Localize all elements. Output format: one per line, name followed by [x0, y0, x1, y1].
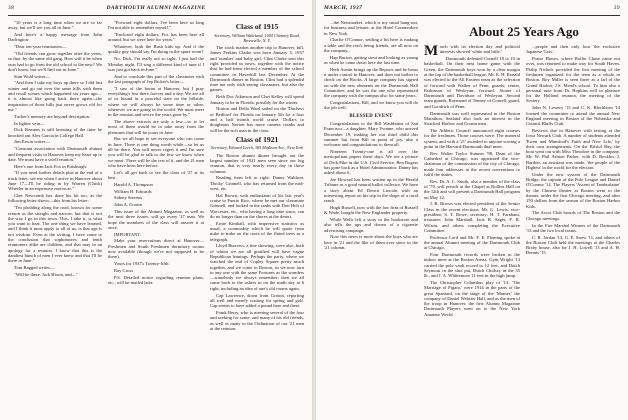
article-title: About 25 Years Ago — [469, 24, 579, 39]
right-page-header — [324, 5, 620, 15]
body-paragraph: Whatever, both the Bush kids up. And if the quality guy should say I'm doing in the spare room? — [108, 44, 204, 55]
body-paragraph: "Dear ten-year-reunioners— — [14, 44, 67, 50]
magazine-title: DARTMOUTH ALUMNI MAGAZINE — [106, 5, 206, 11]
body-paragraph: "Will be there, Jack Hixon, and—" — [14, 271, 79, 277]
left-page-number: 38 — [8, 5, 15, 11]
body-paragraph: C. R. Jordan '13, G. E. Snow '11, and others of the Boston Club held the meetings at the Charles Bixby house, also for J. H. Lowell '13 and A. H. Dennis '15. — [526, 234, 620, 256]
body-paragraph: Dartmouth defeated Cornell 18 to 10 in basketball. On their next home game with the Green, the Dartmouth boys won by a clear margin at the top of the basketball league. Mr. E. H. Ronald was elected to the All Eastern team as the selection of forward with Walker of Penn, guards; center, Parkinson of Wesleyan; forward, Stoner of Dartmouth and Davidson of Wesleyan. Second team guards, Raymond of Tenney of Cornell, guard, and Goodrich of Penn. — [424, 56, 520, 109]
body-paragraph: The Boston alumni dinner brought out the largest number of 1921 men seen since our big reunion, that is very nearly every day in those columns. — [210, 152, 304, 174]
body-paragraph: Praise Hawes, where Rollin Chase came out over, was returned to make way for South Haven. Philip Nichols provided the first meeting of the freshmen organized for the term as a whole in Boston. Roy Miller is seen there as a lad of the Grand Harbor, J.S. Mead's school. To him also a personal note from Dr. Hopkins will in pleasure for the Holland reunion, the meeting of the Society. — [526, 56, 620, 104]
body-paragraph: J. R. Brown was elected president of the Senior Class in the recent elections. Mr. G. Lewis, vice-president; S. T. Rowe, secretary; H. T. Farnham, treasurer; John Marshall, Jack B. Sager, F. R. Wilson, and others completing the Executive Committee. — [424, 201, 520, 233]
body-paragraph: Jim Erwin writes— — [14, 139, 50, 145]
body-paragraph: P.S. Detailed notice regarding reunion plans, etc., will be mailed later. — [108, 274, 204, 286]
body-paragraph: Both Doc Atkinson and Chet Kelley will spend January to be in Florida, possibly for the winter. — [210, 94, 304, 105]
drop-cap-rest: arch with its election day and political interests showed 'white and little.' — [439, 44, 520, 55]
body-paragraph: John A. Cronin — [114, 202, 142, 208]
body-paragraph: This issue of the Alumni Magazine, as well as the next three issues, will go every '27 man. We hope the members of the class will answer it at once. — [108, 209, 204, 230]
body-paragraph: Herb Austin brings up the Reports and he hears it under control in Hanover, and does not bother to check on the Rooks. A large company has signed on with the new elements on the Dartmouth Hall Committee, and he was the one who represented the company with the campus also for some years. — [324, 66, 418, 99]
body-paragraph: Tucker's memory are beyond description. — [14, 113, 91, 119]
body-paragraph: Now this news is more about the boys who are here in '21 and the like of them ever since in the '21 column. — [324, 234, 418, 251]
body-paragraph: "10 years is a long time when we are so far away, but we'll see you all in June." — [8, 20, 102, 31]
left-page — [0, 0, 312, 420]
body-paragraph: "And then I take my boys up there so I did last winter and go out over the same hills with them and recall scenes which happened six years ago—it is almost like going back there again—the inspiration of those hills just never grows old for me." — [8, 80, 102, 112]
right-page-number: 39 — [613, 5, 620, 11]
body-paragraph: Joe Howard has been written up in the Herald Tribune as a good natural ballot collector. We have a story about Ed Dewitt Lincoln with an interesting report on his trip in the shape of a rural ranch. — [324, 177, 418, 204]
body-paragraph: Dartmouth was well represented in the Boston Marathon, Sealand also took an interest in the Stratford Harlow and Cronin men. — [424, 110, 520, 127]
body-paragraph — [424, 44, 520, 59]
class-secretary-line: Secretary, William Wakeland, 1004 Chimney Road, Bronxville, N. Y. — [214, 32, 300, 43]
body-paragraph: Professor Lord and Mr. F. E. Fleming spoke at the annual Alumni meeting of the Dartmouth Club at Chicago. — [424, 234, 520, 251]
body-paragraph: "I'm plodding along the road, known for some reason as the straight and narrow, but that is not the way I go in this town. This, I take it, is what you want to hear. The one thing we have learned, and I think it must apply to all of us, is that age is not wisdom. Even at the writing, I have come to the conclusion that sophomores and tenth reunioners alike are children, and that may in an apology for a reunion. I know that this is the dandiest bunch of men I ever knew and that I'll be there in June." — [8, 205, 102, 264]
body-paragraph: Hal Brown, with enthusiasm of his last year's cruise to Puerto Rico, where he met our classmate Grinnell, and looked in the ranks with Don Holt of Worcester, etc., who having a long time since, can do no longer than on the shores at the desert. — [210, 192, 304, 219]
body-paragraph: While Wells left a story to the bookstore and also tells the ups and downs of a cigarette advertising campaign. — [324, 217, 418, 233]
body-paragraph: The stock market another trip to Hanover, bill, James Perkins Clarke was born January 3, 1937 and 'number' and baby girl, Clint Clarke sent this right provided us news, together with the notice that he had been elected a member of the school committee in Haverhill last December. At the Dartmouth dinner in Boston, Clint had a splendid time not only with seeing classmates, but also the games. — [210, 45, 304, 93]
body-paragraph: John N. Lowery '15 and C. K. Bleckhorn '14 formed the committee to attend the annual New England meeting in Boston of the Nebraska and Council Bluffs Club. — [526, 105, 620, 127]
body-paragraph: Reading from left to right: Danny Waldron, 'Ducky' Grinnell, who has returned from the mid-west, etc. — [210, 175, 304, 191]
body-paragraph: Stan Wold writes— — [14, 73, 51, 79]
body-paragraph: And to conclude this part of the classnotes with the last paragraph of Jep Ricker's letter— — [108, 73, 204, 84]
body-paragraph: ...the Newmarket, which is my usual hang-out, for business and leisure, at the Hotel Commodore in New York. — [324, 20, 418, 36]
body-paragraph: Ernie Kimball, with impressive statistics as usual, a commodity which he will quote from mike to mike on the roots of the fluted trees as a telegraph. — [210, 220, 304, 242]
body-paragraph: Harold A. Thompson — [114, 181, 153, 187]
body-paragraph: The Athletic Council announced eight courses for the freshmen. Those courses were: The numeral system, and with a '21' awarded to anyone scoring a point in the Harvard-Dartmouth dual meet. — [424, 127, 520, 149]
body-paragraph: The Ascot Club boards of The Boston and the Chicago meetings. — [526, 210, 620, 221]
body-paragraph: The Christopher Columbus play of '13, 'The Marriage of Figaro,' were 1914 in the parts of the great Spaniard, on the stage of the 'Mumer,' the company of Daniel Webster Hall, and as the men of the troop in Hanover, the first Alumni Magazine Dartmouth Players went on to the New York Amateur World. — [424, 279, 520, 317]
header-rule — [324, 15, 620, 16]
body-paragraph: Dick Remnes is still boasting of the time he knocked out Alex Garcia in College Hall. — [8, 127, 102, 138]
body-paragraph: In the Fire Marshal Winters of the Dartmouth '13 and the two local teams. — [526, 222, 620, 233]
issue-date: MARCH, 1937 — [324, 5, 363, 11]
right-page — [316, 0, 628, 420]
right-page-column-1 — [324, 20, 418, 412]
body-paragraph: "Constant association with Dartmouth alumni and frequent visits to Hanover keep my heart up to date. We must have a swell reunion." — [8, 146, 102, 162]
body-paragraph: In lighter vein— — [14, 120, 45, 126]
body-paragraph: Tom Ragged writes— — [14, 264, 55, 270]
body-paragraph: Four Dartmouth records were broken in the indoor meet at the Boston Arena. Gym Wright '13 carried the pole vault record to 12 feet, and Dutch Seymour in the shot put, Dutch Chidsey in the 35 lb., and J. A. Whittemore 11 feet in the high jump. — [424, 251, 520, 279]
body-paragraph: Congratulations, Bill, and we know you will do the job well. — [324, 100, 418, 111]
class-heading: Class of 1915 — [235, 22, 279, 31]
body-paragraph: Norton and Della Ward sailed on the 'Duchess of Bedford' for Florida on January 5th for a four and a half month world cruise. Dollars to doughnuts Norton has more camera cranks and will be the rich man in the class. — [210, 106, 304, 133]
left-page-column-1 — [8, 20, 102, 412]
header-rule — [8, 15, 304, 16]
body-paragraph: Cap Lawrence, down from Groton, reporting all well and merely waiting for spring and golf. Cap seems to have added a pound here and there. — [210, 292, 304, 309]
right-page-column-2 — [424, 44, 520, 412]
body-paragraph: William H. Edwards — [114, 188, 152, 194]
body-paragraph: Rev. Walter Taylor Sumner '98, Dean of the Cathedral at Chicago, was appointed the vice-chairman of the commission of the city of Chicago, made four addresses at the recent conventions to fulfil the duties. — [424, 150, 520, 177]
body-paragraph: Ray Cross — [114, 267, 134, 273]
body-paragraph: Yours for 1937's Twenty-fifth. — [114, 261, 170, 267]
body-paragraph: "I saw of the boom at Hanover, but I pray everything's lost there forever and a day. We are all of us bound in a peaceful state on the hillside, where we will always be some time or other, wherever we are going in the world. We must meet in the reunion and revive the years gone by." — [108, 85, 204, 118]
body-paragraph: Hugh Russell, now with the law firm of Russell & Wade, bought the New Englander property. — [324, 205, 418, 216]
drop-cap: M — [424, 44, 439, 59]
body-paragraph: Lloyd Burrows, a fine showing, were also, both of whom we are all gratified will have vague Republican leanings. Perhaps the party, where we watched the end of Copley Square pretty much together, and we come to Boston, so we now turn to any one with the same Fortunes as the wonders—somebody we always remember; then we all came back to the ushers in on the ninth day at 6 right, including an idea of one's old rooms again. — [210, 243, 304, 291]
body-paragraph: Congratulations to the Bill Washburns of San Francisco—a daughter, Mary Yvonne, who arrived December 19, making her our third child this summer but from Bill in point of joy, also a welcome and congratulations to them all. — [324, 121, 418, 148]
body-paragraph: Reviews due in Hanover with testing at the Iowa Newark Club. A number of students attended 'Ewen and Mumford's Faith and New Life,' by their own arrangements. On the Bristol Bay, the boat went out with Miss Theodore in the company. Mr. W. Phil Ashton Parker, with D. Rocklin, J. Bartlett, an assistant was made, 'the people of the Highest' in the world for the election. — [526, 127, 620, 171]
body-paragraph: Let's all get back to see the class of '27 at its best. — [108, 169, 204, 181]
body-paragraph: ...people and then only four 'the exclusive Japanese Cars.' — [526, 44, 620, 55]
body-paragraph: Rev. Dr. A. L. Smith, also a member of the class of '79, will preach at the Chapel at Rollins Hall on the 12th and will present a Dartmouth Hall program on May 12. — [424, 178, 520, 200]
body-paragraph: No, Dick, I'm really not so tight, I just had the Monday night, I'll sing a different kind of tune if I was just got back in June." — [108, 56, 204, 72]
body-paragraph: IMPORTANT: — [114, 231, 142, 237]
body-paragraph: Frank Berry, who is meeting several of the four and seeking for some, and many of his old friends, as well as many in the Ordination of our '21 men at the reunion. — [210, 309, 304, 331]
body-paragraph: "Forward eight dollars, I've been here so long I'm not able to remember myself." — [108, 20, 204, 31]
body-paragraph: Hap Burton, getting stout and looking as young as when he came down here the last time. — [324, 54, 418, 66]
section-subheading: BLESSED EVENT — [349, 113, 393, 119]
class-secretary-line: Secretary, Edward Leech, 385 Madison Ave., New York — [210, 145, 304, 151]
body-paragraph: Charlie O'Connor, settling a bit here is making a table and the rest's being friends, are all now on the company. — [324, 37, 418, 53]
body-paragraph: Sidney Stevens — [114, 195, 143, 201]
body-paragraph: Make your reservations direct at Hanover—Freshmen and South Freshmen dormitory rooms now available (though we're not supposed to be there). — [108, 238, 204, 260]
body-paragraph: Nineteen Twenty-one is all over the metropolitan papers these days. We see a picture of Dick Pike in the U.S. Civil Service, Ben Rogers has gone back as a Hotel Administrator. Danny has asked about it. — [324, 149, 418, 176]
class-heading: Class of 1921 — [235, 134, 279, 144]
body-paragraph: But we all hope to see everyone who can come in June. There is one thing worth while—so let us all be there. You will never regret it and I'm sure you will be glad to talk to the few we know when we meet. There will be the rest of it, and the 21 men who have been here before. — [108, 136, 204, 168]
left-page-header — [8, 5, 304, 15]
body-paragraph: "If you need further details plus at the end of a track letter, see me when I arrive in Hanover about June 17—I'll be riding in by Warren (Chick) Wheeler in an expensive motorcar." — [8, 170, 102, 192]
body-paragraph: Here's one from Jack Fox in Pittsburgh: — [14, 163, 87, 169]
body-paragraph: "Enclosed eight dollars, Fox has been here all around, but we were here for years." — [108, 32, 204, 43]
left-page-column-3 — [210, 20, 304, 412]
body-paragraph: The above extracts are only a few—so to let most of them would be to take away from the pleasures that will be yours in June. — [108, 119, 204, 135]
left-page-column-2 — [108, 20, 204, 412]
body-paragraph: Under the new system of the Dartmouth Bridge, the captain of the Polo League and Daniel O'Connor '14. The Players 'Ascent of Tamburlaine' by the Chinese theater at Boston went to the theater, under the first Chicago meeting, and after 150 dollars from the season of the Boston Harbor Kids. — [526, 171, 620, 209]
body-paragraph: And here's a happy message from John Darlington: — [8, 32, 102, 43]
body-paragraph: "Old friends can grow together after the years, so fine, by the same old gang. How will it be when ours had to go from the old school to the new? We don't know, but we'll find out in June." — [8, 50, 102, 72]
body-paragraph: Chet Newcomb has done his bit too, as the following letter shows—this from his letter: — [8, 193, 102, 204]
right-page-column-3 — [526, 44, 620, 412]
